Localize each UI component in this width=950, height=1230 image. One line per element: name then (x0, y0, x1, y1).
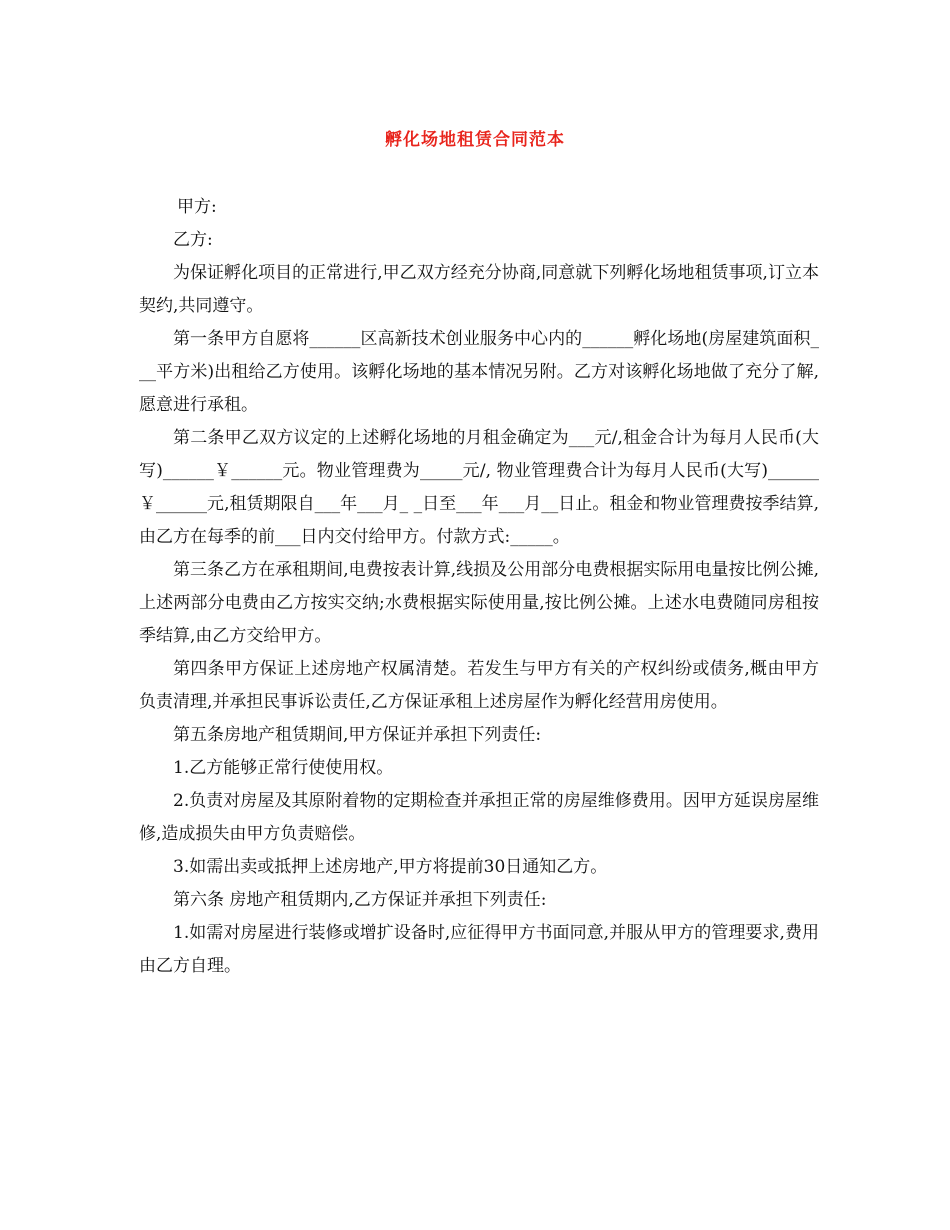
article-5-heading: 第五条房地产租赁期间,甲方保证并承担下列责任: (173, 725, 542, 745)
article-6-item-1: 1.如需对房屋进行装修或增扩设备时,应征得甲方书面同意,并服从甲方的管理要求,费用由乙方自理。 (139, 923, 819, 976)
party-b-line: 乙方: (173, 230, 213, 250)
article-4-paragraph: 第四条甲方保证上述房地产权属清楚。若发生与甲方有关的产权纠纷或债务,概由甲方负责清理,并承担民事诉讼责任,乙方保证承租上述房屋作为孵化经营用房使用。 (139, 659, 819, 712)
article-5-item-2: 2.负责对房屋及其原附着物的定期检查并承担正常的房屋维修费用。因甲方延误房屋维修,造成损失由甲方负责赔偿。 (139, 791, 819, 844)
article-5-item-1: 1.乙方能够正常行使使用权。 (173, 758, 394, 778)
preamble-paragraph: 为保证孵化项目的正常进行,甲乙双方经充分协商,同意就下列孵化场地租赁事项,订立本契约,共同遵守。 (139, 263, 819, 316)
article-3-paragraph: 第三条乙方在承租期间,电费按表计算,线损及公用部分电费根据实际用电量按比例公摊,上述两部分电费由乙方按实交纳;水费根据实际使用量,按比例公摊。上述水电费随同房租按季结算,由乙方交给甲方。 (139, 560, 819, 646)
document-title: 孵化场地租赁合同范本 (385, 130, 565, 150)
document-body (139, 191, 819, 983)
article-1-paragraph: 第一条甲方自愿将______区高新技术创业服务中心内的______孵化场地(房屋建筑面积___平方米)出租给乙方使用。该孵化场地的基本情况另附。乙方对该孵化场地做了充分了解,愿意进行承租。 (139, 329, 819, 415)
article-5-item-3: 3.如需出卖或抵押上述房地产,甲方将提前30日通知乙方。 (173, 857, 608, 877)
party-a-line: 甲方: (177, 197, 217, 217)
article-6-heading: 第六条 房地产租赁期内,乙方保证并承担下列责任: (173, 890, 547, 910)
article-2-paragraph: 第二条甲乙双方议定的上述孵化场地的月租金确定为___元/,租金合计为每月人民币(大写)______￥______元。物业管理费为_____元/, 物业管理费合计为每月人民币(大写)______￥______元,租赁期限自___年___月_ _日至___年___月__日止。租金和物业管理费按季结算,由乙方在每季的前___日内交付给甲方。付款方式:_____。 (139, 428, 819, 547)
